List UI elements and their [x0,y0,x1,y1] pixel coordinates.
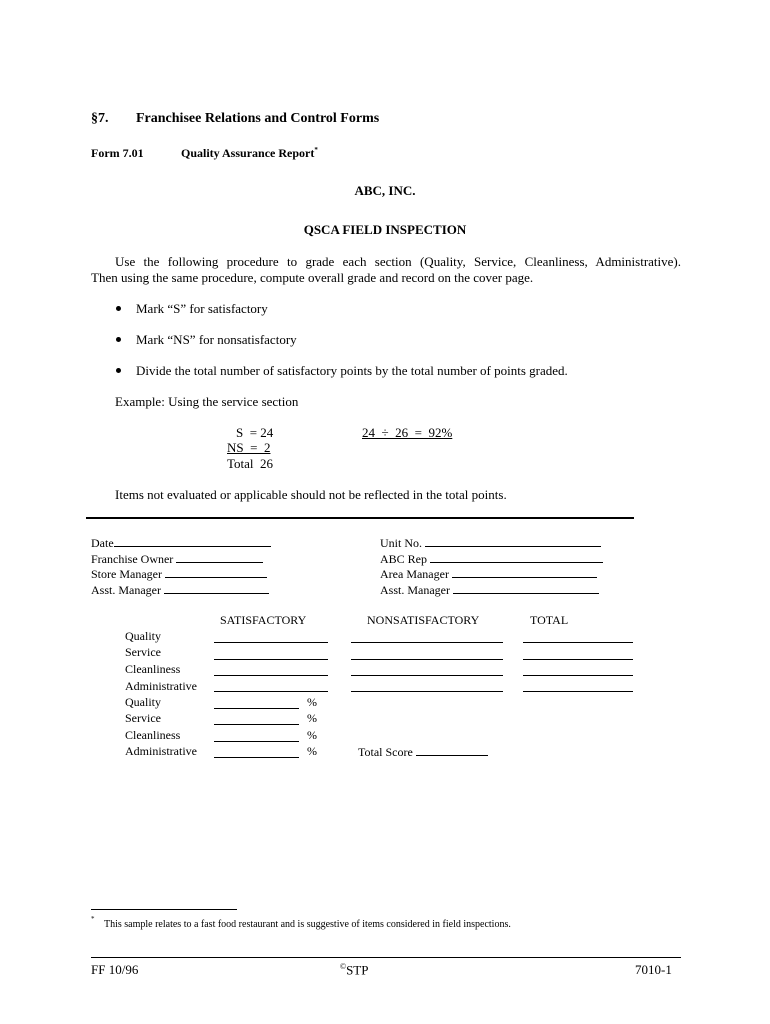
pct-symbol: % [307,711,317,725]
section-title: Franchisee Relations and Control Forms [136,111,380,126]
pct-cleanliness-blank[interactable] [214,741,299,742]
cleanliness-nonsatisfactory-blank[interactable] [351,675,503,676]
service-total-blank[interactable] [523,659,633,660]
row-cleanliness-label: Cleanliness [125,662,181,676]
total-score-field[interactable] [358,744,488,760]
pct-service-blank[interactable] [214,724,299,725]
area-manager-field[interactable] [380,566,597,582]
bullet-divide: Divide the total number of satisfactory points by the total number of points graded. [136,363,568,378]
bullet-dot [116,337,121,342]
asst-manager-left-field[interactable] [91,582,269,598]
pct-symbol: % [307,744,317,758]
date-label: Date [91,536,114,550]
administrative-total-blank[interactable] [523,691,633,692]
franchise-owner-blank[interactable] [176,551,263,563]
pct-administrative-label: Administrative [125,744,197,758]
pct-quality-label: Quality [125,695,161,709]
franchise-owner-field[interactable] [91,551,263,567]
unit-no-blank[interactable] [425,535,601,547]
section-divider [86,517,634,519]
example-ns: NS = 2 [227,440,271,455]
asst-manager-right-label: Asst. Manager [380,583,450,597]
row-service-label: Service [125,645,161,659]
cleanliness-total-blank[interactable] [523,675,633,676]
footer-center-text: STP [346,962,369,978]
header-nonsatisfactory: NONSATISFACTORY [367,613,480,627]
quality-satisfactory-blank[interactable] [214,642,328,643]
form-title [181,146,318,161]
cleanliness-satisfactory-blank[interactable] [214,675,328,676]
asst-manager-left-label: Asst. Manager [91,583,161,597]
intro-line-1-text: Use the following procedure to grade each section (Quality, Service, Cleanliness, Administrative). [115,254,681,269]
date-blank[interactable] [114,535,271,547]
inspection-heading: QSCA FIELD INSPECTION [303,222,467,237]
pct-quality-blank[interactable] [214,708,299,709]
example-total: Total 26 [227,456,274,471]
store-manager-blank[interactable] [165,566,267,578]
form-number: Form 7.01 [91,146,144,160]
service-satisfactory-blank[interactable] [214,659,328,660]
section-number: §7. [91,111,109,126]
form-title-footnote-mark: * [314,146,318,154]
quality-nonsatisfactory-blank[interactable] [351,642,503,643]
pct-administrative-blank[interactable] [214,757,299,758]
evaluation-note: Items not evaluated or applicable should not be reflected in the total points. [115,487,507,502]
footnote-separator [91,909,237,910]
footer-rule [91,957,681,958]
footer-right: 7010-1 [635,962,672,977]
bullet-dot [116,306,121,311]
asst-manager-left-blank[interactable] [164,582,269,594]
unit-no-field[interactable] [380,535,601,551]
header-total: TOTAL [530,613,569,627]
total-score-label: Total Score [358,745,413,759]
abc-rep-blank[interactable] [430,551,603,563]
footer-center [340,962,368,978]
quality-total-blank[interactable] [523,642,633,643]
area-manager-label: Area Manager [380,567,449,581]
pct-service-label: Service [125,711,161,725]
total-score-blank[interactable] [416,744,488,756]
bullet-nonsatisfactory: Mark “NS” for nonsatisfactory [136,332,297,347]
example-formula: 24 ÷ 26 = 92% [362,425,453,440]
footer-left: FF 10/96 [91,962,139,977]
pct-symbol: % [307,728,317,742]
asst-manager-right-blank[interactable] [453,582,599,594]
intro-line-2: Then using the same procedure, compute overall grade and record on the cover page. [91,270,534,285]
footnote-mark: * [91,915,95,923]
unit-no-label: Unit No. [380,536,422,550]
company-name: ABC, INC. [354,183,416,198]
abc-rep-label: ABC Rep [380,552,428,566]
store-manager-label: Store Manager [91,567,162,581]
example-label: Example: Using the service section [115,394,299,409]
abc-rep-field[interactable] [380,551,603,567]
header-satisfactory: SATISFACTORY [220,613,307,627]
administrative-nonsatisfactory-blank[interactable] [351,691,503,692]
form-title-text: Quality Assurance Report [181,146,315,160]
store-manager-field[interactable] [91,566,267,582]
row-quality-label: Quality [125,629,161,643]
area-manager-blank[interactable] [452,566,597,578]
franchise-owner-label: Franchise Owner [91,552,174,566]
row-administrative-label: Administrative [125,679,197,693]
footnote-text: This sample relates to a fast food restaurant and is suggestive of items considered in field inspections. [104,919,511,930]
bullet-dot [116,368,121,373]
date-field[interactable] [91,535,271,551]
bullet-satisfactory: Mark “S” for satisfactory [136,301,268,316]
administrative-satisfactory-blank[interactable] [214,691,328,692]
pct-cleanliness-label: Cleanliness [125,728,181,742]
example-s: S = 24 [236,425,274,440]
copyright-mark: © [340,962,347,971]
service-nonsatisfactory-blank[interactable] [351,659,503,660]
pct-symbol: % [307,695,317,709]
asst-manager-right-field[interactable] [380,582,599,598]
intro-line-1 [91,254,681,270]
